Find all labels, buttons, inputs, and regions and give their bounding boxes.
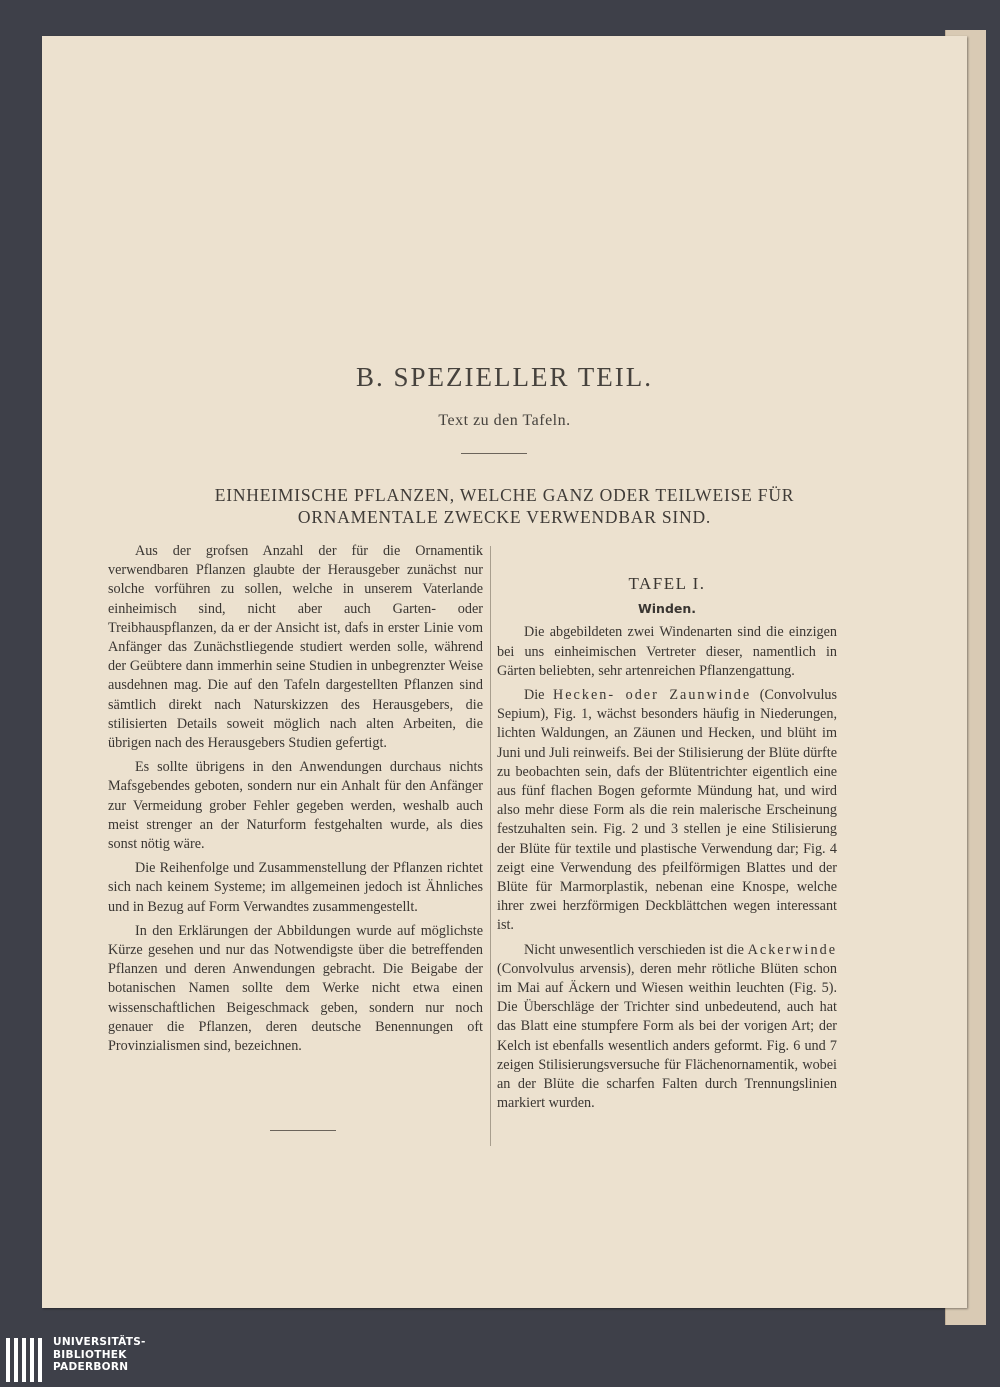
logo-line: BIBLIOTHEK: [53, 1348, 127, 1361]
text-run: Nicht unwesentlich verschieden ist die: [523, 941, 748, 958]
column-divider: [490, 546, 491, 1146]
chapter-heading-line-1: EINHEIMISCHE PFLANZEN, WELCHE GANZ ODER TEILWEISE FÜR: [214, 485, 795, 505]
chapter-heading: [42, 484, 967, 528]
text-run: (Convolvulus Sepium), Fig. 1, wächst besonders häufig in Niederungen, lichten Waldungen, an Zäunen und Hecken, und blüht im Juni und Juli reinweifs. Bei der Stilisierung der Blüte dürfte zu beobachten sein, dafs der Blütentrichter eigentlich eine aus fünf flachen Bogen geformte Mündung hat, und wird also mehr diese Form als die rein malerische Erscheinung festzuhalten sein. Fig. 2 und 3 stellen je eine Stilisierung der Blüte für textile und plastische Verwendung dar; Fig. 4 zeigt eine Verwendung des pfeilförmigen Blattes und der Blüte für Marmorplastik, nebenan eine Knospe, welche ihrer zwei herzförmigen Deckblättchen wegen interessant ist.: [497, 687, 837, 934]
library-logo: [0, 1336, 200, 1387]
plate-title: TAFEL I.: [628, 574, 706, 593]
end-divider: [270, 1130, 336, 1131]
subtitle: Text zu den Tafeln.: [438, 412, 571, 429]
spaced-term: Ackerwinde: [747, 941, 837, 958]
book-page: [42, 36, 967, 1308]
paragraph: Die abgebildeten zwei Windenarten sind die einzigen bei uns einheimischen Vertreter dieser, namentlich in Gärten beliebten, sehr artenreichen Pflanzengattung.: [497, 624, 837, 679]
plate-subject: Winden.: [637, 601, 697, 617]
paragraph: [497, 686, 837, 936]
paragraph: Aus der grofsen Anzahl der für die Ornamentik verwendbaren Pflanzen glaubte der Herausgeber zunächst nur solche vorführen zu sollen, welche in unserem Vaterlande einheimisch sind, nicht aber auch Garten- oder Treibhauspflanzen, da er der Ansicht ist, dafs in erster Linie vom Anfänger das Zunächstliegende studiert werden solle, während der Geübtere dann immerhin seine Studien in unbegrenzter Weise ausdehnen mag. Die auf den Tafeln dargestellten Pflanzen sind sämtlich direkt nach Naturskizzen des Herausgebers, die stilisierten Details soweit möglich nach alten Arbeiten, die übrigen nach des Herausgebers Studien gefertigt.: [108, 543, 483, 752]
paragraph: [497, 941, 837, 1114]
library-logo-icon: [6, 1336, 46, 1384]
logo-line: PADERBORN: [53, 1361, 129, 1373]
left-column: [108, 542, 483, 1056]
text-run: (Convolvulus arvensis), deren mehr rötliche Blüten schon im Mai auf Äckern und Wiesen weithin leuchten (Fig. 5). Die Überschläge der Trichter sind unbedeutend, auch hat das Blatt eine stumpfere Form als bei der vorigen Art; der Kelch ist ebenfalls wesentlich anders geformt. Fig. 6 und 7 zeigen Stilisierungsversuche für Flächenornamentik, wobei an der Blüte die scharfen Falten durch Trennungslinien markiert wurden.: [497, 960, 837, 1112]
spaced-term: Hecken- oder Zaunwinde: [553, 687, 752, 704]
paragraph: In den Erklärungen der Abbildungen wurde auf möglichste Kürze gesehen und nur das Notwendigste über die betreffenden Pflanzen und deren Anwendungen gebracht. Die Beigabe der botanischen Namen sollte dem Werke nicht etwa einen wissenschaftlichen Beigeschmack geben, sondern nur noch genauer die Pflanzen, deren deutsche Benennungen oft Provinzialismen sind, bezeichnen.: [108, 922, 483, 1055]
title-divider: [461, 453, 527, 454]
chapter-heading-line-2: ORNAMENTALE ZWECKE VERWENDBAR SIND.: [297, 507, 712, 527]
right-column: [497, 574, 837, 1113]
library-logo-text: [53, 1336, 146, 1374]
text-run: Die: [523, 687, 554, 704]
paragraph: Es sollte übrigens in den Anwendungen durchaus nichts Mafsgebendes geboten, sondern nur ein Anhalt für den Anfänger zur Vermeidung grober Fehler gegeben werden, weshalb auch meist strenger an der Naturform festgehalten wurde, als dies sonst nötig wäre.: [108, 759, 483, 853]
logo-line: UNIVERSITÄTS-: [53, 1336, 146, 1348]
paragraph: Die Reihenfolge und Zusammenstellung der Pflanzen richtet sich nach keinem Systeme; im allgemeinen jedoch ist Ähnliches und in Bezug auf Form Verwandtes zusammengestellt.: [108, 860, 483, 915]
section-title: B. SPEZIELLER TEIL.: [356, 362, 653, 392]
